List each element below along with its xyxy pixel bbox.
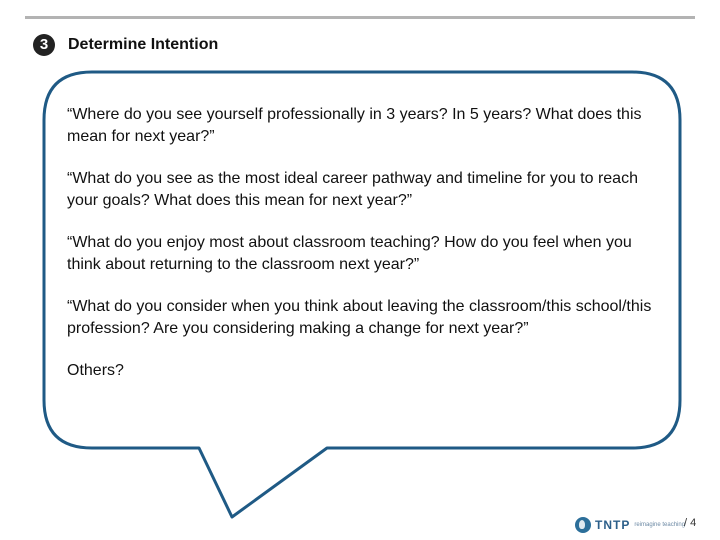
step-number-badge: 3 [33,34,55,56]
page-number: / 4 [684,517,697,529]
quote-item-3: “What do you enjoy most about classroom teaching? How do you feel when you think about returning to the classroom next year?” [67,234,632,273]
section-title: Determine Intention [68,36,219,53]
quote-item-2: “What do you see as the most ideal career pathway and timeline for you to reach your goals? What does this mean for next year?” [67,170,638,209]
quote-item-others: Others? [67,362,124,379]
tntp-logo-icon [575,517,591,533]
tntp-logo [575,514,685,536]
quote-item-1: “Where do you see yourself professionally in 3 years? In 5 years? What does this mean for next year?” [67,106,642,145]
logo-tagline: reimagine teaching [634,522,686,528]
quote-item-4: “What do you consider when you think about leaving the classroom/this school/this profession? Are you considering making a change for next year?” [67,298,652,337]
logo-text: TNTP [595,518,631,532]
quote-list [67,104,657,402]
